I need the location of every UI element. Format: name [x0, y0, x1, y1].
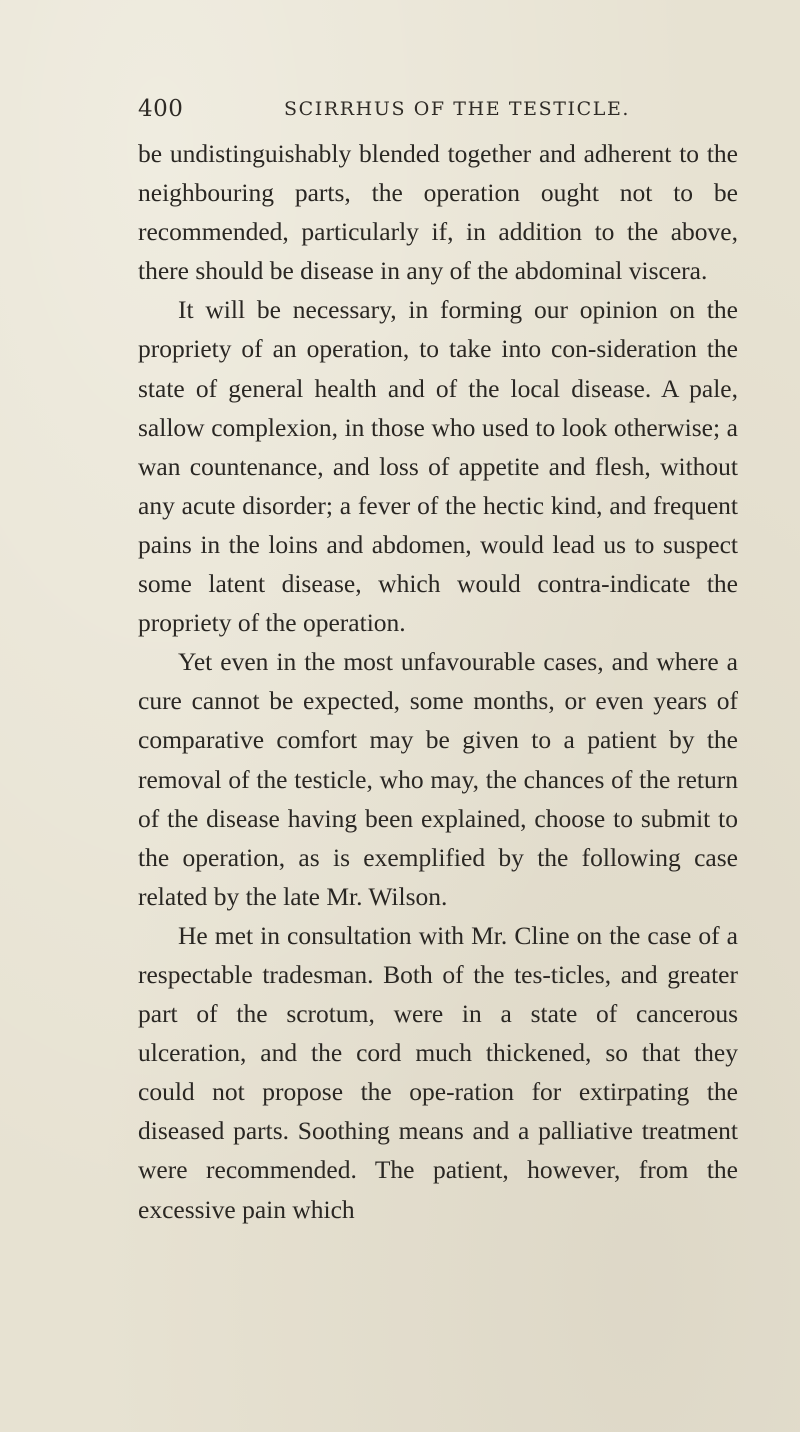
paragraph-unfavourable-cases: Yet even in the most unfavourable cases, and where a cure cannot be expected, some months, or even years of comparative comfort may be given to a patient by the removal of the testicle, who may, the chances of the return of the disease having been explained, choose to submit to the operation, as is exemplified by the following case related by the late Mr. Wilson.	[138, 647, 738, 911]
running-head	[138, 96, 738, 130]
page-number: 400	[138, 96, 184, 122]
paragraph-consultation: He met in consultation with Mr. Cline on the case of a respectable tradesman. Both of the tes-ticles, and greater part of the scrotum, were in a state of cancerous ulceration, and the cord much thickened, so that they could not propose the ope-ration for extirpating the diseased parts. Soothing means and a palliative treatment were recommended. The patient, however, from the excessive pain which	[138, 920, 738, 1224]
running-title: SCIRRHUS OF THE TESTICLE.	[284, 98, 631, 120]
paragraph-continuation: be undistinguishably blended together and adherent to the neighbouring parts, the operation ought not to be recommended, particularly if, in addition to the above, there should be disease in any of the abdominal viscera.	[138, 139, 738, 286]
paragraph-opinion: It will be necessary, in forming our opinion on the propriety of an operation, to take into con-sideration the state of general health and of the local disease. A pale, sallow complexion, in those who used to look otherwise; a wan countenance, and loss of appetite and flesh, without any acute disorder; a fever of the hectic kind, and frequent pains in the loins and abdomen, would lead us to suspect some latent disease, which would contra-indicate the propriety of the operation.	[138, 295, 738, 638]
body-text	[138, 134, 738, 1229]
